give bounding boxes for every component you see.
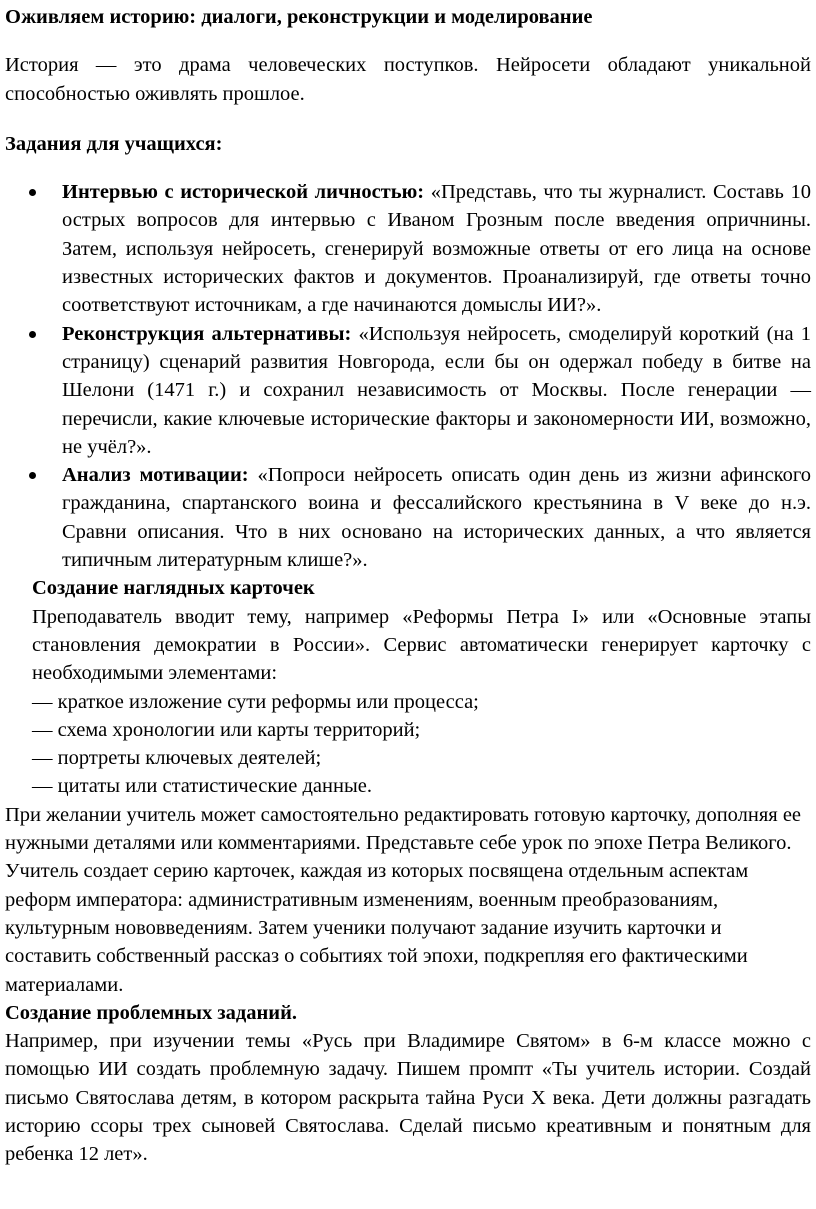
task-text: «Попроси нейросеть описать один день из жизни афинского гражданина, спартанского воина и фессалийского крестьянина в V веке до н.э. Сравни описания. Что в них основано на исторических данных, а что является типичным литературным клише?». bbox=[62, 464, 811, 572]
task-item bbox=[62, 320, 811, 461]
task-item bbox=[62, 178, 811, 319]
cards-list-item: — портреты ключевых деятелей; bbox=[32, 747, 322, 770]
cards-list-item: — схема хронологии или карты территорий; bbox=[32, 718, 421, 741]
problem-text: Например, при изучении темы «Русь при Владимире Святом» в 6-м классе можно с помощью ИИ создать проблемную задачу. Пишем промпт «Ты учитель истории. Создай письмо Святослава детям, в котором раскрыта тайна Руси X века. Дети должны разгадать историю ссоры трех сыновей Святослава. Сделай письмо креативным и понятным для ребенка 12 лет». bbox=[5, 1030, 811, 1166]
cards-list-item: — краткое изложение сути реформы или процесса; bbox=[32, 690, 479, 713]
task-label: Интервью с исторической личностью: bbox=[62, 181, 425, 204]
tasks-heading: Задания для учащихся: bbox=[5, 132, 223, 155]
task-text: «Представь, что ты журналист. Составь 10 острых вопросов для интервью с Иваном Грозным после введения опричнины. Затем, используя нейросеть, сгенерируй возможные ответы от его лица на основе известных исторических фактов и документов. Проанализируй, где ответы точно соответствуют источникам, а где начинаются домыслы ИИ?». bbox=[62, 181, 811, 317]
task-text: «Используя нейросеть, смоделируй короткий (на 1 страницу) сценарий развития Новгорода, если бы он одержал победу в битве на Шелони (1471 г.) и сохранил независимость от Москвы. После генерации — перечисли, какие ключевые исторические факторы и закономерности ИИ, возможно, не учёл?». bbox=[62, 322, 811, 458]
document-title: Оживляем историю: диалоги, реконструкции и моделирование bbox=[5, 6, 593, 28]
task-label: Реконструкция альтернативы: bbox=[62, 322, 352, 345]
cards-followup-paragraph: При желании учитель может самостоятельно редактировать готовую карточку, дополняя ее нужными деталями или комментариями. Представьте себе урок по эпохе Петра Великого. Учитель создает серию карточек, каждая из которых посвящена отдельным аспектам реформ императора: административным изменениям, военным преобразованиям, культурным нововведениям. Затем ученики получают задание изучить карточки и составить собственный рассказ о событиях той эпохи, подкрепляя его фактическими материалами. bbox=[5, 803, 802, 996]
intro-paragraph: История — это драма человеческих поступков. Нейросети обладают уникальной способностью оживлять прошлое. bbox=[5, 54, 811, 105]
cards-text: Преподаватель вводит тему, например «Реформы Петра I» или «Основные этапы становления демократии в России». Сервис автоматически генерирует карточку с необходимыми элементами: bbox=[32, 605, 811, 685]
cards-heading: Создание наглядных карточек bbox=[32, 577, 315, 600]
problem-heading: Создание проблемных заданий. bbox=[5, 1001, 298, 1024]
task-item bbox=[62, 461, 811, 574]
task-label: Анализ мотивации: bbox=[62, 464, 249, 487]
cards-list-item: — цитаты или статистические данные. bbox=[32, 775, 372, 798]
tasks-list bbox=[5, 178, 811, 574]
cards-section bbox=[5, 574, 811, 800]
